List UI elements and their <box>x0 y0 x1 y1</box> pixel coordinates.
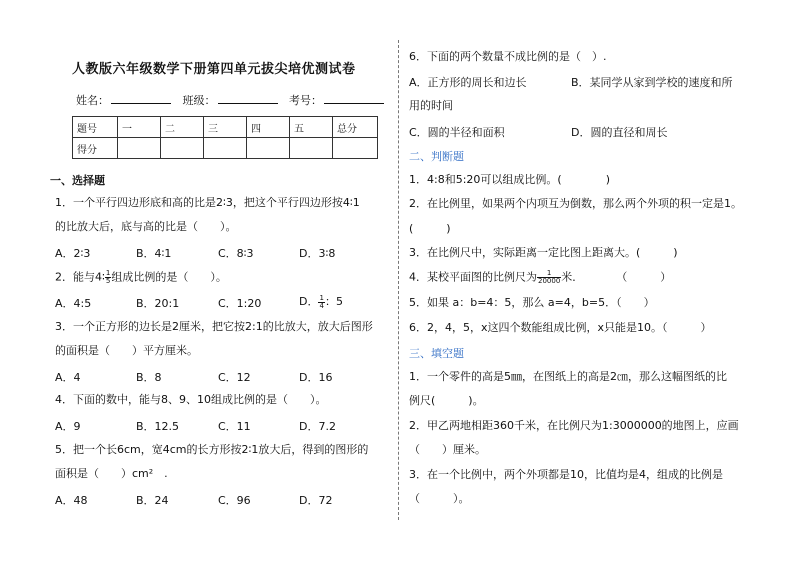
question-suffix: 组成比例的是（ ）。 <box>111 270 227 284</box>
score-table <box>72 116 378 159</box>
option-c[interactable]: C．12 <box>218 371 251 384</box>
option-b[interactable]: B．某同学从家到学校的速度和所 <box>571 76 733 89</box>
score-table-header-row <box>73 117 378 138</box>
option-a[interactable]: A．9 <box>55 420 81 433</box>
question-text: 3．在一个比例中，两个外项都是10，比值均是4，组成的比例是 <box>409 468 723 481</box>
name-blank[interactable] <box>111 93 171 104</box>
score-row-label: 得分 <box>73 138 118 159</box>
score-cell[interactable] <box>247 138 290 159</box>
option-a[interactable]: A．4:5 <box>55 297 92 310</box>
section-choice-heading: 一、选择题 <box>50 174 105 187</box>
score-cell[interactable] <box>333 138 378 159</box>
question-text: 6．下面的两个数量不成比例的是（ ）. <box>409 50 607 63</box>
question-text: 4．某校平面图的比例尺为 $\frac{1}{20000}$ 米． （ ） <box>409 269 672 285</box>
question-text: 5．把一个长6cm，宽4cm的长方形按2∶1放大后，得到的图形的 <box>55 443 369 456</box>
option-d[interactable]: D．7.2 <box>299 420 336 433</box>
question-text: 5．如果 a：b=4：5，那么 a=4，b=5．（ ） <box>409 296 655 309</box>
option-b[interactable]: B．12.5 <box>136 420 180 433</box>
option-c[interactable]: C．96 <box>218 494 251 507</box>
score-cell[interactable] <box>290 138 333 159</box>
option-c[interactable]: C．1:20 <box>218 297 262 310</box>
column-divider <box>398 40 399 520</box>
question-text: 的面积是（ ）平方厘米。 <box>55 344 198 357</box>
fraction: $\frac{1}{5}$ <box>105 269 111 285</box>
option-a[interactable]: A．48 <box>55 494 88 507</box>
question-text <box>55 270 227 285</box>
score-header-cell: 总分 <box>333 117 378 138</box>
question-text: 例尺( )。 <box>409 394 484 407</box>
question-text: 3．一个正方形的边长是2厘米，把它按2:1的比放大，放大后图形 <box>55 320 373 333</box>
question-text: 1．一个零件的高是5㎜，在图纸上的高是2㎝，那么这幅图纸的比 <box>409 370 727 383</box>
question-text: 4．下面的数中，能与8、9、10组成比例的是（ ）。 <box>55 393 327 406</box>
question-text: 6．2，4，5，x这四个数能组成比例，x只能是10。（ ） <box>409 321 712 334</box>
question-text: 的比放大后，底与高的比是（ ）。 <box>55 220 237 233</box>
question-text: 1．4:8和5:20可以组成比例。( ) <box>409 173 610 186</box>
fraction: $\frac{1}{20000}$ <box>538 269 561 285</box>
option-c[interactable]: C．8∶3 <box>218 247 254 260</box>
fraction: $\frac{1}{4}$ <box>319 293 324 310</box>
score-header-cell: 四 <box>247 117 290 138</box>
option-b-continued: 用的时间 <box>409 99 453 112</box>
option-a[interactable]: A．正方形的周长和边长 <box>409 76 527 89</box>
question-text: 3．在比例尺中，实际距离一定比图上距离大。( ) <box>409 246 678 259</box>
score-header-cell: 五 <box>290 117 333 138</box>
question-text: 2．在比例里，如果两个内项互为倒数，那么两个外项的积一定是1。 <box>409 197 742 210</box>
question-text: （ ）。 <box>409 492 470 505</box>
number-label: 考号： <box>289 94 322 107</box>
score-table-score-row <box>73 138 378 159</box>
question-text: 1．一个平行四边形底和高的比是2∶3，把这个平行四边形按4∶1 <box>55 196 360 209</box>
score-header-cell: 一 <box>118 117 161 138</box>
name-label: 姓名： <box>76 94 109 107</box>
option-d[interactable]: D．16 <box>299 371 333 384</box>
class-label: 班级： <box>182 94 216 107</box>
option-b[interactable]: B．24 <box>136 494 169 507</box>
option-c[interactable]: C．11 <box>218 420 251 433</box>
question-prefix: 2．能与4∶ <box>55 270 105 284</box>
score-header-cell: 题号 <box>73 117 118 138</box>
option-d[interactable]: D．72 <box>299 494 333 507</box>
score-cell[interactable] <box>118 138 161 159</box>
option-b[interactable]: B．4∶1 <box>136 247 172 260</box>
question-text: ( ) <box>409 222 451 235</box>
score-header-cell: 三 <box>204 117 247 138</box>
section-fill-heading: 三、填空题 <box>409 347 464 360</box>
section-judge-heading: 二、判断题 <box>409 150 464 163</box>
question-text: 面积是（ ）cm² . <box>55 467 168 480</box>
option-b[interactable]: B．20:1 <box>136 297 180 310</box>
question-text: 2．甲乙两地相距360千米，在比例尺为1:3000000的地图上，应画 <box>409 419 739 432</box>
score-cell[interactable] <box>204 138 247 159</box>
option-d[interactable]: D．3∶8 <box>299 247 336 260</box>
option-b[interactable]: B．8 <box>136 371 162 384</box>
option-d[interactable]: D．圆的直径和周长 <box>571 126 668 139</box>
option-a[interactable]: A．4 <box>55 371 81 384</box>
page-title: 人教版六年级数学下册第四单元拔尖培优测试卷 <box>72 62 356 77</box>
option-c[interactable]: C．圆的半径和面积 <box>409 126 505 139</box>
score-header-cell: 二 <box>161 117 204 138</box>
student-info-row <box>76 92 392 108</box>
score-cell[interactable] <box>161 138 204 159</box>
number-blank[interactable] <box>324 93 384 104</box>
option-a[interactable]: A．2∶3 <box>55 247 91 260</box>
question-text: （ ）厘米。 <box>409 443 486 456</box>
option-d[interactable]: D． $\frac{1}{4}$ ：5 <box>299 293 343 310</box>
class-blank[interactable] <box>218 93 278 104</box>
